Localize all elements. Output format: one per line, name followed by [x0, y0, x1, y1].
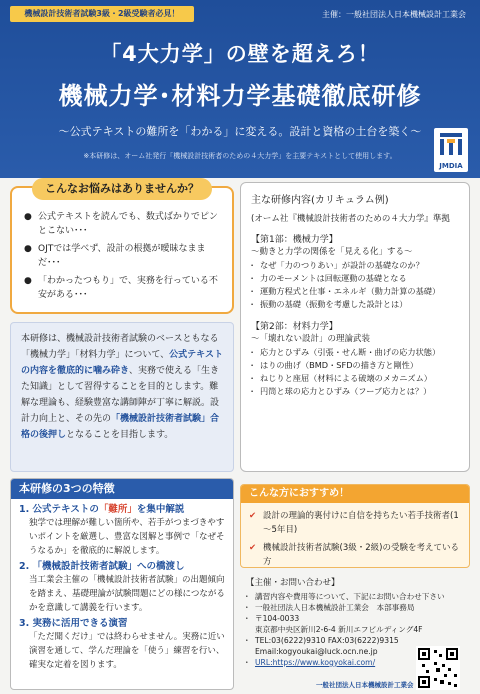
list-item: ✔ 設計の理論的裏付けに自信を持ちたい若手技術者(1～5年目): [249, 511, 459, 535]
curriculum-box: [240, 182, 470, 472]
qr-code-icon[interactable]: [416, 646, 460, 690]
module-list: [251, 346, 461, 398]
feature-text: 当工業会主催の「機械設計技術者試験」の出題傾向を踏まえ、基礎理論が試験問題にどの様につながるかを意識して講義を行います。: [29, 575, 225, 613]
header-banner: [0, 0, 480, 178]
gears-illustration-icon: [341, 471, 461, 472]
worries-box: [10, 182, 234, 314]
module-title: 【第1部：機械力学】: [251, 235, 338, 245]
footer-logo: 一般社団法人日本機械設計工業会: [316, 681, 414, 689]
contact-line: ・ 一般社団法人日本機械設計工業会 本部事務局: [246, 602, 470, 613]
recommend-list: [241, 503, 469, 568]
check-icon: ✔: [249, 543, 257, 553]
list-item: ● 「わかったつもり」で、実務を行っている不安がある･･･: [24, 276, 218, 300]
list-item: ・ ねじりと座屈（材料による破壊のメカニズム）: [251, 372, 461, 385]
features-box: [10, 478, 234, 690]
feature-heading: 1. 公式テキストの「難所」を集中解説: [19, 504, 185, 515]
recommend-title: こんな方におすすめ！: [241, 485, 469, 503]
list-item: ・ はりの曲げ（BMD・SFDの描き方と剛性）: [251, 359, 461, 372]
features-title: 本研修の3つの特徴: [11, 479, 233, 499]
contact-title: 【主催・お問い合わせ】: [246, 578, 340, 588]
recommend-box: [240, 484, 470, 568]
highlight-text: 「機械設計技術者試験」合格の後押し: [21, 414, 220, 440]
check-icon: ✔: [249, 511, 257, 521]
logo-text: JMDIA: [439, 162, 463, 170]
highlight-text: 公式テキストの内容を徹底的に噛み砕き: [21, 350, 223, 376]
tagline: ～公式テキストの難所を「わかる」に変える。設計と資格の土台を築く～: [58, 125, 422, 138]
list-item: ・ 運動方程式と仕事・エネルギ（動力計算の基礎）: [251, 285, 461, 298]
website-link[interactable]: ・ URL:https://www.kogyokai.com/: [246, 657, 470, 668]
target-tag: 機械設計技術者試験3級・2級受験者必見！: [10, 6, 194, 22]
organizer-label: 主催：一般社団法人日本機械設計工業会: [322, 10, 466, 19]
course-title: 機械力学･材料力学基礎徹底研修: [58, 82, 422, 110]
list-item: ・ 円筒と球の応力とひずみ（フープ応力とは？）: [251, 385, 461, 398]
feature-heading: 2. 「機械設計技術者試験」への橋渡し: [19, 561, 185, 572]
contact-line: ・ 講習内容や費用等について、下記にお問い合わせ下さい: [246, 591, 470, 602]
contact-line: 東京都中央区新川2-6-4 新川エフビルディング4F: [255, 625, 423, 634]
list-item: ・ 力のモーメントは回転運動の基礎となる: [251, 272, 461, 285]
headline: 「4大力学」の壁を超えろ！: [100, 42, 380, 66]
worries-list: [24, 210, 224, 306]
jmdia-logo: [434, 128, 468, 172]
jmdia-logo-icon: [438, 131, 464, 159]
curriculum-title: 主な研修内容(カリキュラム例): [251, 195, 389, 206]
list-item: ● 公式テキストを読んでも、数式ばかりでピンとこない･･･: [24, 212, 218, 236]
course-description: 本研修は、機械設計技術者試験のベースともなる「機械力学」「材料力学」について、公式テキストの内容を徹底的に噛み砕き、実務で使える「生きた知識」として習得することを目的とします。難解な理論も、経験豊富な講師陣が丁寧に解説。設計力向上と、その先の「機械設計技術者試験」合格の後押しとなることを目指します。: [10, 322, 234, 472]
feature-text: 「ただ聞くだけ」では終わらせません。実務に近い演習を通して、学んだ理論を「使う」練習を行い、確実な定着を図ります。: [29, 632, 225, 670]
list-item: ・ 応力とひずみ（引張・せん断・曲げの応力状態）: [251, 346, 461, 359]
list-item: ● OJTでは学べず、設計の根拠が曖昧なままだ･･･: [24, 244, 206, 268]
contact-line: ・ 〒104-0033: [246, 613, 470, 624]
list-item: ・ なぜ「力のつりあい」が設計の基礎なのか？: [251, 259, 461, 272]
textbook-note: ※本研修は、オーム社発行「機械設計技術者のための４大力学」を主要テキストとして使用します。: [83, 152, 397, 160]
curriculum-source: (オーム社『機械設計技術者のための４大力学』準拠: [251, 214, 450, 224]
module-subtitle: ～動きと力学の関係を「見える化」する～: [251, 247, 413, 257]
bullet-icon: ●: [24, 212, 32, 222]
bullet-icon: ●: [24, 276, 32, 286]
feature-heading: 3. 実務に活用できる演習: [19, 618, 128, 629]
contact-line: ・ TEL:03(6222)9310 FAX:03(6222)9315: [246, 635, 470, 646]
feature-text: 独学では理解が難しい箇所や、若手がつまづきやすいポイントを厳選し、豊富な図解と事例で「なぜそうなるか」を徹底的に解説します。: [29, 518, 225, 556]
module-subtitle: ～「壊れない設計」の理論武装: [251, 334, 371, 344]
bullet-icon: ●: [24, 244, 32, 254]
module-list: [251, 259, 461, 311]
contact-line: Email:kogyoukai@luck.ocn.ne.jp: [255, 647, 378, 656]
list-item: ✔ 機械設計技術者試験(3級・2級)の受験を考えている方: [249, 543, 459, 567]
list-item: ・ 振動の基礎（振動を考慮した設計とは）: [251, 298, 461, 311]
worries-title: こんなお悩みはありませんか？: [32, 178, 212, 200]
module-title: 【第2部：材料力学】: [251, 322, 338, 332]
